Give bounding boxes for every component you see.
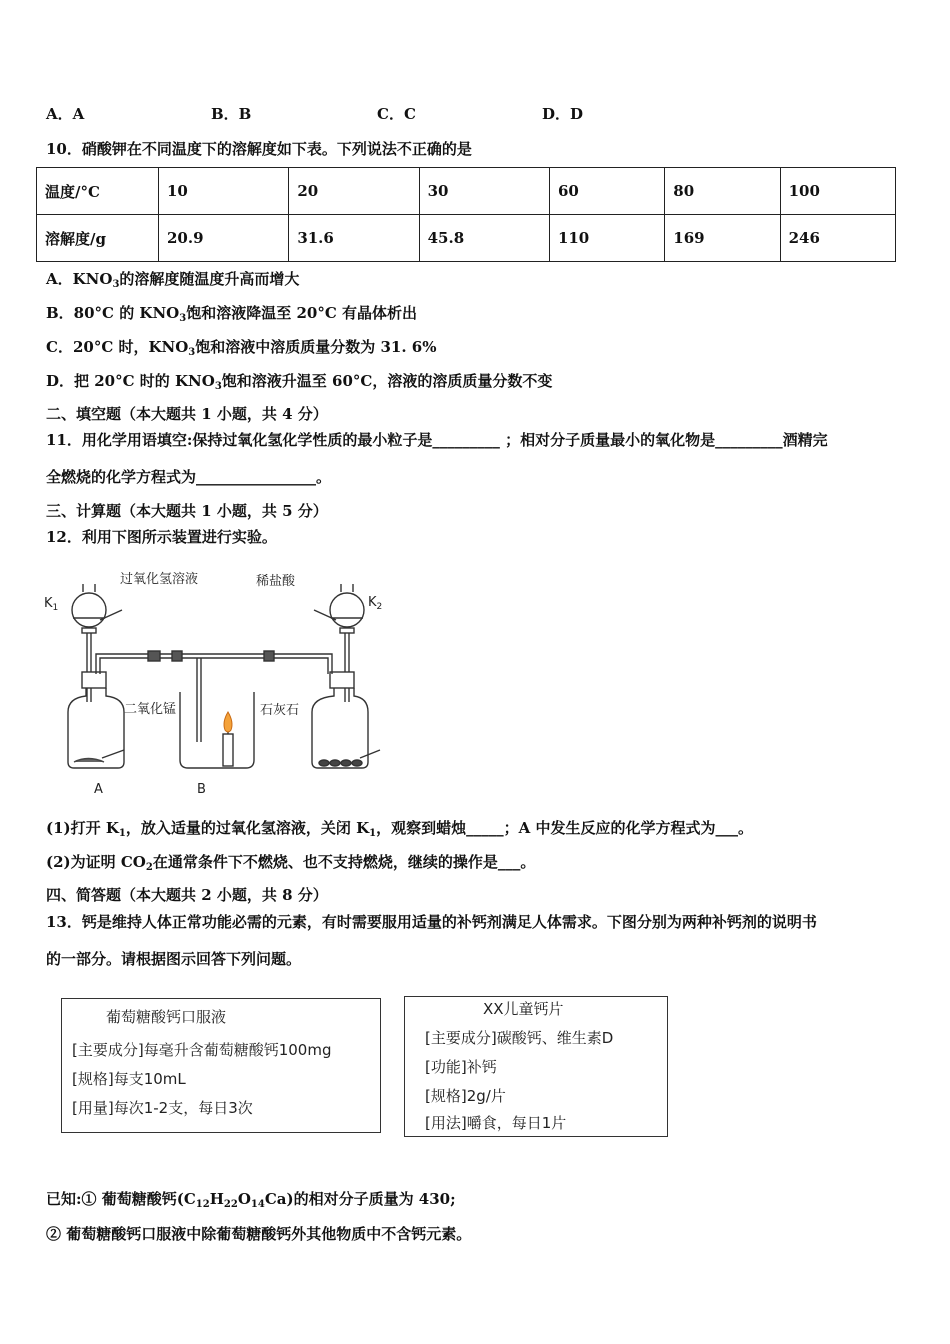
label2-function: [功能]补钙 bbox=[425, 1058, 497, 1076]
q10-stem: 10．硝酸钾在不同温度下的溶解度如下表。下列说法不正确的是 bbox=[46, 140, 472, 158]
option-a: A．A bbox=[46, 105, 85, 123]
label-k1: $K_1$ bbox=[44, 596, 59, 613]
label-hcl: 稀盐酸 bbox=[256, 574, 296, 589]
table-cell: 30 bbox=[419, 168, 549, 215]
table-cell: 169 bbox=[665, 215, 780, 262]
beaker-b bbox=[180, 692, 254, 768]
label2-usage: [用法]嚼食，每日1片 bbox=[425, 1114, 567, 1132]
table-header-temperature: 温度/°C bbox=[37, 168, 159, 215]
q12-part2: (2)为证明 $CO_2$在通常条件下不燃烧、也不支持燃烧，继续的操作是___。 bbox=[46, 853, 536, 873]
table-cell: 20 bbox=[289, 168, 419, 215]
q10-option-c: C．20°C 时，$KNO_3$饱和溶液中溶质质量分数为 31. 6% bbox=[46, 338, 437, 358]
solubility-table bbox=[36, 167, 896, 262]
label-h2o2: 过氧化氢溶液 bbox=[120, 572, 199, 587]
calcium-tablet-label bbox=[404, 996, 668, 1137]
apparatus-diagram bbox=[40, 562, 410, 802]
q12-stem: 12．利用下图所示装置进行实验。 bbox=[46, 528, 277, 546]
q11-line1: 11．用化学用语填空:保持过氧化氢化学性质的最小粒子是_________ ；相对分子质量最小的氧化物是_________酒精完 bbox=[46, 431, 828, 449]
label1-title: 葡萄糖酸钙口服液 bbox=[106, 1008, 227, 1026]
q13-line1: 13．钙是维持人体正常功能必需的元素，有时需要服用适量的补钙剂满足人体需求。下图分别为两种补钙剂的说明书 bbox=[46, 913, 817, 931]
option-b: B．B bbox=[211, 105, 252, 123]
q13-known-2: ② 葡萄糖酸钙口服液中除葡萄糖酸钙外其他物质中不含钙元素。 bbox=[46, 1225, 472, 1243]
table-cell: 246 bbox=[780, 215, 895, 262]
table-cell: 100 bbox=[780, 168, 895, 215]
q13-known-1: 已知:① 葡萄糖酸钙$(C_{12}H_{22}O_{14}Ca)$的相对分子质量为 430; bbox=[46, 1190, 456, 1210]
label2-spec: [规格]2g/片 bbox=[425, 1087, 506, 1105]
q12-part1: (1)打开 $K_1$，放入适量的过氧化氢溶液，关闭 $K_1$，观察到蜡烛_____；A 中发生反应的化学方程式为___。 bbox=[46, 819, 753, 839]
label2-title: XX儿童钙片 bbox=[483, 1000, 564, 1018]
label2-ingredient: [主要成分]碳酸钙、维生素D bbox=[425, 1029, 614, 1047]
label1-ingredient: [主要成分]每毫升含葡萄糖酸钙100mg bbox=[72, 1041, 332, 1059]
table-header-solubility: 溶解度/g bbox=[37, 215, 159, 262]
calcium-gluconate-label bbox=[61, 998, 381, 1133]
label-b: B bbox=[197, 782, 206, 797]
connecting-tubes bbox=[96, 651, 332, 742]
section-heading-2: 二、填空题（本大题共 1 小题，共 4 分） bbox=[46, 405, 328, 423]
flask-a bbox=[68, 672, 124, 768]
q10-option-a: A．$KNO_3$的溶解度随温度升高而增大 bbox=[46, 270, 300, 290]
q11-line2: 全燃烧的化学方程式为________________。 bbox=[46, 468, 332, 486]
table-cell: 20.9 bbox=[159, 215, 289, 262]
option-c: C．C bbox=[377, 105, 416, 123]
table-row bbox=[37, 168, 896, 215]
label1-spec: [规格]每支10mL bbox=[72, 1070, 186, 1088]
table-cell: 60 bbox=[549, 168, 664, 215]
label-k2: $K_2$ bbox=[368, 595, 383, 612]
table-cell: 80 bbox=[665, 168, 780, 215]
label1-dosage: [用量]每次1-2支，每日3次 bbox=[72, 1099, 253, 1117]
table-row bbox=[37, 215, 896, 262]
section-heading-4: 四、简答题（本大题共 2 小题，共 8 分） bbox=[46, 886, 328, 904]
section-heading-3: 三、计算题（本大题共 1 小题，共 5 分） bbox=[46, 502, 328, 520]
table-cell: 110 bbox=[549, 215, 664, 262]
q10-option-d: D．把 20°C 时的 $KNO_3$饱和溶液升温至 60°C，溶液的溶质质量分数不变 bbox=[46, 372, 553, 392]
table-cell: 10 bbox=[159, 168, 289, 215]
option-d: D．D bbox=[542, 105, 584, 123]
table-cell: 45.8 bbox=[419, 215, 549, 262]
flask-c bbox=[312, 672, 380, 768]
q10-option-b: B．80°C 的 $KNO_3$饱和溶液降温至 20°C 有晶体析出 bbox=[46, 304, 417, 324]
table-cell: 31.6 bbox=[289, 215, 419, 262]
label-mno2: 二氧化锰 bbox=[124, 702, 177, 717]
label-a: A bbox=[94, 782, 103, 797]
q13-line2: 的一部分。请根据图示回答下列问题。 bbox=[46, 950, 302, 968]
label-limestone: 石灰石 bbox=[260, 703, 300, 718]
